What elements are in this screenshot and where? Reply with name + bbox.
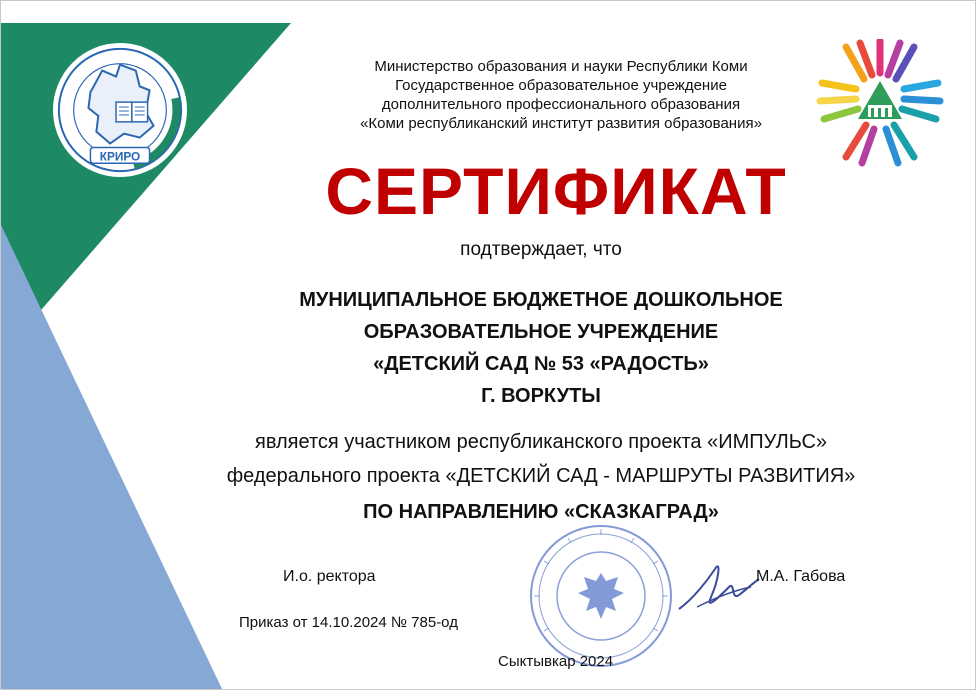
flower-emblem-icon [816,39,944,167]
kriro-label: КРИРО [99,149,141,164]
kriro-logo-icon [51,41,189,179]
signatory-title: И.о. ректора [283,568,376,585]
recipient-line-2: ОБРАЗОВАТЕЛЬНОЕ УЧРЕЖДЕНИЕ [363,321,719,343]
signature-icon [673,549,763,621]
institution-name-line: «Коми республиканский институт развития образования» [360,115,762,132]
body-line-2: федерального проекта «ДЕТСКИЙ САД - МАРШРУТЫ РАЗВИТИЯ» [226,465,856,487]
recipient-name [231,284,851,412]
ministry-line: Министерство образования и науки Республики Коми [374,58,748,75]
body-line-1: является участником республиканского проекта «ИМПУЛЬС» [254,431,828,453]
eagle-emblem-icon [578,573,624,619]
recipient-line-4: Г. ВОРКУТЫ [481,385,601,407]
certificate-title: СЕРТИФИКАТ [325,154,787,228]
certificate-body [141,425,941,529]
confirms-text: подтверждает, что [460,239,622,260]
recipient-line-1: МУНИЦИПАЛЬНОЕ БЮДЖЕТНОЕ ДОШКОЛЬНОЕ [299,289,783,311]
education-type-line: дополнительного профессионального образования [381,96,741,113]
official-stamp [526,521,676,671]
institution-type-line: Государственное образовательное учреждение [395,77,727,94]
order-reference: Приказ от 14.10.2024 № 785-од [239,614,458,631]
city-year: Сыктывкар 2024 [498,653,614,670]
organization-header [331,57,791,133]
signatory-name: М.А. Габова [756,568,846,585]
direction-line: ПО НАПРАВЛЕНИЮ «СКАЗКАГРАД» [363,501,719,523]
recipient-line-3: «ДЕТСКИЙ САД № 53 «РАДОСТЬ» [373,353,709,375]
